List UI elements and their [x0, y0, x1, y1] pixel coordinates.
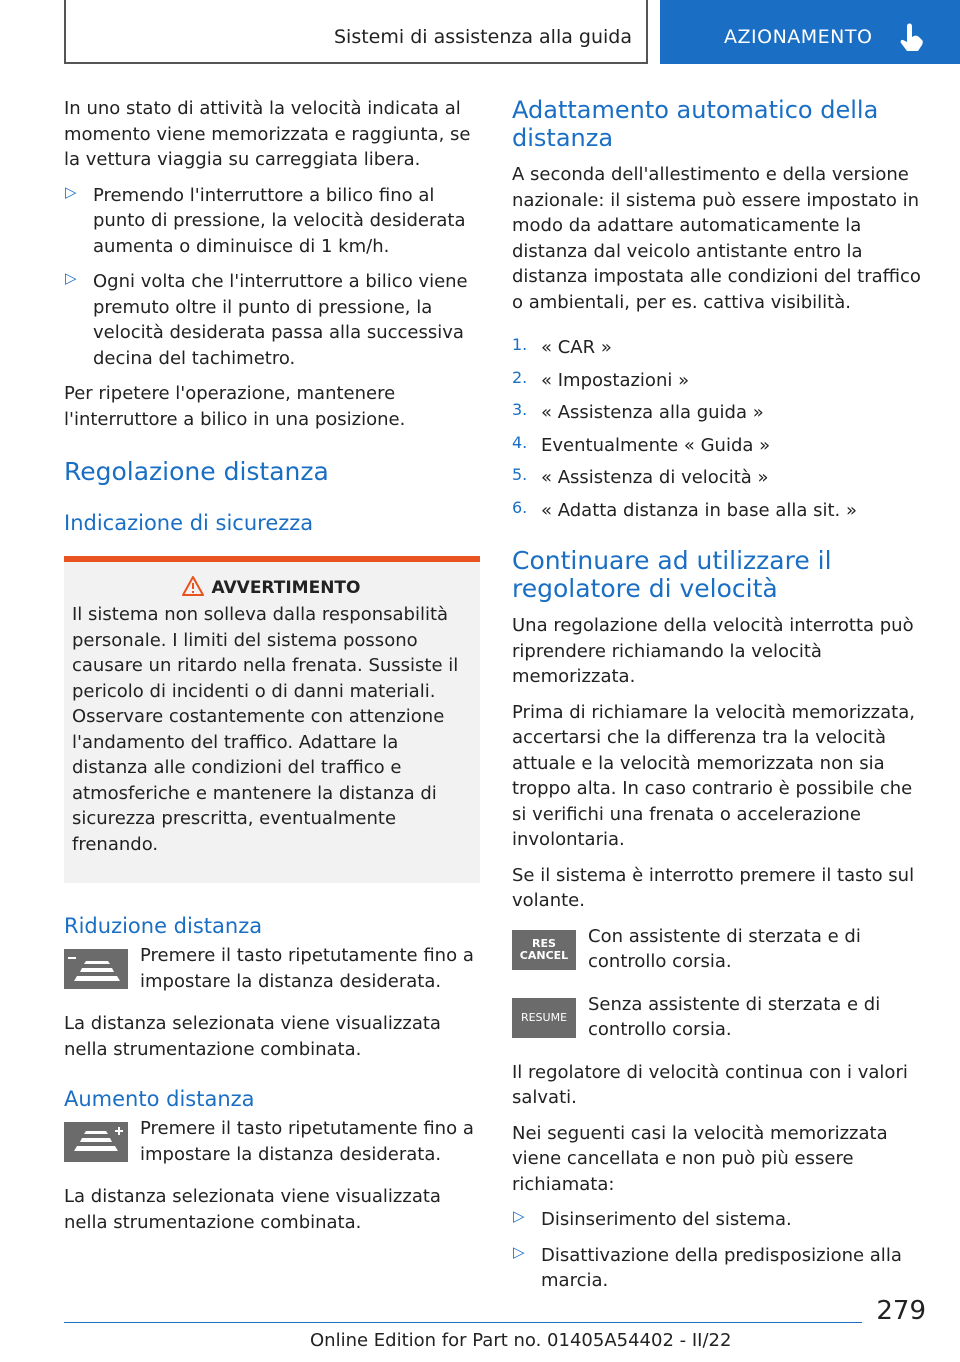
intro-paragraph: In uno stato di attività la velocità indicata al momento viene memorizzata e raggiunta, se la vettura viaggia su carreggiata libera.: [64, 98, 471, 170]
resume-text: Senza assistente di sterzata e di controllo corsia.: [588, 993, 881, 1040]
page-number: 279: [876, 1296, 926, 1326]
step-number: 1.: [512, 335, 528, 354]
continuare-paragraph-2: Prima di richiamare la velocità memorizzata, accertarsi che la differenza tra la velocità attuale e la velocità memorizzata non sia troppo alta. In caso contrario è possibile che si verifichi una frenata o accelerazione involontaria.: [512, 701, 915, 850]
step-text: « Assistenza alla guida »: [541, 402, 764, 423]
step-text: « CAR »: [541, 337, 612, 358]
list-item: [512, 1207, 932, 1233]
triangle-bullet-icon: ▷: [65, 182, 77, 201]
distance-decrease-button[interactable]: [64, 949, 128, 989]
res-cancel-button[interactable]: [512, 930, 576, 970]
repeat-paragraph: Per ripetere l'operazione, mantenere l'interruttore a bilico in una posizione.: [64, 383, 406, 430]
continuare-paragraph-1: Una regolazione della velocità interrotta può riprendere richiamando la velocità memorizzata.: [512, 615, 914, 687]
step-text: « Impostazioni »: [541, 369, 690, 391]
header-section-title: Sistemi di assistenza alla guida: [333, 26, 632, 48]
footer-divider: [64, 1322, 862, 1323]
list-item: [512, 335, 932, 361]
bullet-text: Disinserimento del sistema.: [541, 1209, 792, 1230]
step-number: 6.: [512, 497, 528, 517]
continuare-paragraph-4: Il regolatore di velocità continua con i valori salvati.: [512, 1061, 908, 1108]
header-chapter-title: AZIONAMENTO: [724, 26, 873, 48]
triangle-bullet-icon: ▷: [513, 1207, 525, 1225]
riduzione-row: [64, 943, 480, 995]
list-item: [64, 269, 480, 371]
warning-header: [72, 576, 470, 598]
distance-increase-icon: [64, 1122, 128, 1162]
list-item: [64, 183, 480, 260]
continuare-paragraph-3: Se il sistema è interrotto premere il tasto sul volante.: [512, 864, 915, 911]
resume-row: [512, 992, 932, 1044]
header-chapter-tab[interactable]: [660, 0, 960, 64]
list-item: [512, 433, 932, 459]
heading-riduzione-distanza: Riduzione distanza: [64, 914, 263, 938]
res-cancel-row: [512, 924, 932, 976]
resume-button[interactable]: [512, 998, 576, 1038]
warning-triangle-icon: [182, 576, 204, 596]
warning-text: Il sistema non solleva dalla responsabilità personale. I limiti del sistema possono causare un ritardo nella frenata. Sussiste il pericolo di incidenti o di danni materiali. Osservare costantemente con attenzione l'andamento del traffico. Adattare la distanza alle condizioni del traffico e atmosferiche e mantenere la distanza di sicurezza prescritta, eventualmente frenando.: [72, 604, 459, 855]
res-cancel-label: RES CANCEL: [519, 936, 569, 962]
hand-pointer-icon: [896, 22, 926, 54]
adattamento-paragraph: A seconda dell'allestimento e della versione nazionale: il sistema può essere impostato in modo da adattare automaticamente la distanza dal veicolo antistante entro la distanza impostata alle condizioni del traffico o ambientali, per es. cattiva visibilità.: [512, 164, 921, 313]
riduzione-note: La distanza selezionata viene visualizzata nella strumentazione combinata.: [64, 1013, 441, 1060]
step-number: 2.: [512, 367, 528, 387]
left-column: [64, 96, 480, 1245]
footer-edition: Online Edition for Part no. 01405A54402 - II/22: [310, 1330, 732, 1351]
triangle-bullet-icon: ▷: [65, 269, 77, 287]
resume-label: RESUME: [520, 1010, 568, 1024]
bullet-text: Premendo l'interruttore a bilico fino al punto di pressione, la velocità desiderata aumenta o diminuisce di 1 km/h.: [93, 184, 466, 257]
distance-decrease-icon: [64, 949, 128, 989]
step-text: Eventualmente « Guida »: [541, 434, 771, 456]
list-item: [512, 498, 932, 524]
list-item: [512, 368, 932, 394]
step-number: 4.: [512, 432, 528, 452]
bullet-text: Disattivazione della predisposizione alla marcia.: [541, 1244, 902, 1291]
heading-regolazione-distanza: Regolazione distanza: [64, 457, 329, 486]
heading-aumento-distanza: Aumento distanza: [64, 1087, 255, 1111]
header-section-box: [64, 0, 648, 64]
heading-continuare-regolatore: Continuare ad utilizzare il regolatore di velocità: [512, 546, 832, 603]
aumento-row: [64, 1116, 480, 1168]
continuare-paragraph-5: Nei seguenti casi la velocità memorizzata viene cancellata e non può più essere richiamata:: [512, 1122, 888, 1195]
warning-title: AVVERTIMENTO: [211, 578, 361, 598]
warning-box: [64, 556, 480, 883]
aumento-text: Premere il tasto ripetutamente fino a impostare la distanza desiderata.: [140, 1118, 474, 1165]
distance-increase-button[interactable]: [64, 1122, 128, 1162]
aumento-note: La distanza selezionata viene visualizzata nella strumentazione combinata.: [64, 1186, 441, 1233]
bullet-text: Ogni volta che l'interruttore a bilico viene premuto oltre il punto di pressione, la velocità desiderata passa alla successiva decina del tachimetro.: [93, 271, 468, 369]
step-text: « Assistenza di velocità »: [541, 467, 769, 488]
list-item: [512, 465, 932, 491]
step-number: 5.: [512, 465, 528, 484]
step-text: « Adatta distanza in base alla sit. »: [541, 499, 857, 521]
list-item: [512, 1243, 932, 1294]
res-cancel-text: Con assistente di sterzata e di controllo corsia.: [588, 925, 861, 972]
right-column: [512, 96, 932, 1304]
riduzione-text: Premere il tasto ripetutamente fino a impostare la distanza desiderata.: [140, 945, 474, 992]
heading-adattamento-automatico: Adattamento automatico della distanza: [512, 96, 879, 152]
step-number: 3.: [512, 400, 528, 419]
heading-indicazione-sicurezza: Indicazione di sicurezza: [64, 511, 314, 535]
list-item: [512, 400, 932, 426]
triangle-bullet-icon: ▷: [513, 1242, 525, 1261]
